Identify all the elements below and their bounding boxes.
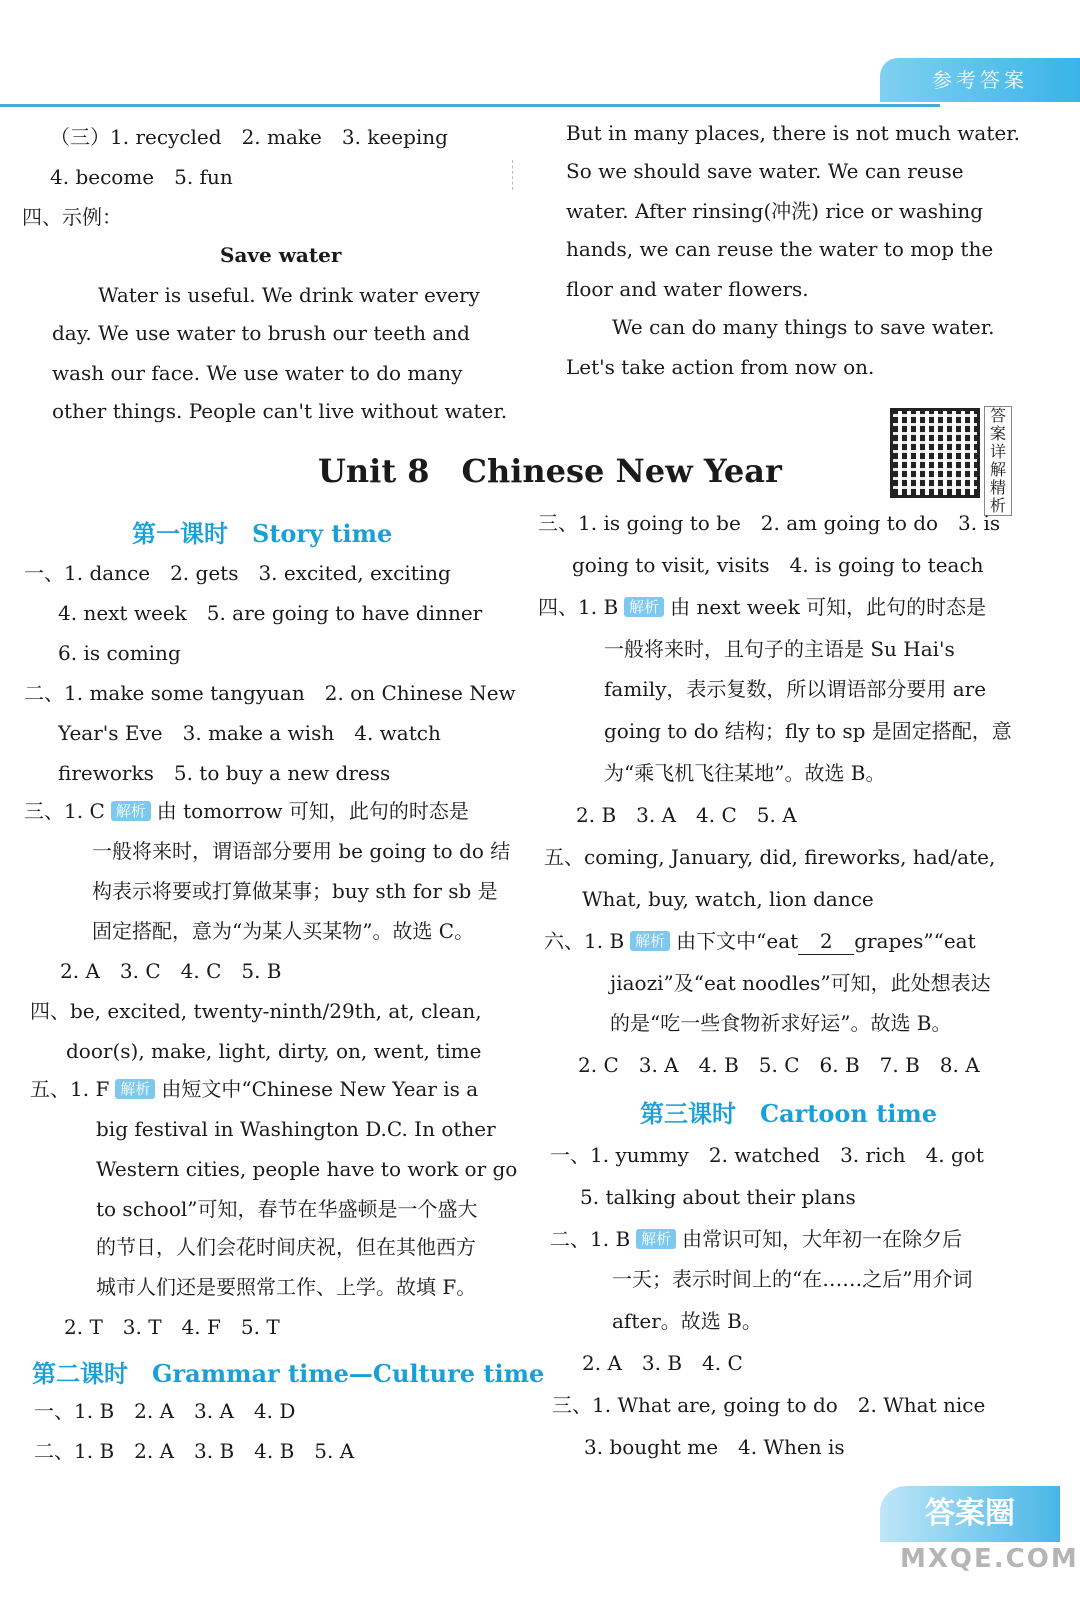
answer-line: 五、coming, January, did, fireworks, had/ate, xyxy=(544,845,996,869)
answer-line: going to do 结构；fly to sp 是固定搭配，意 xyxy=(604,719,1012,743)
answer-line: 的是“吃一些食物祈求好运”。故选 B。 xyxy=(610,1011,952,1035)
column-divider xyxy=(512,160,513,190)
essay-line: Let's take action from now on. xyxy=(566,355,875,379)
answer-line: 一、1. dance 2. gets 3. excited, exciting xyxy=(24,561,451,585)
lesson-heading: 第一课时 Story time xyxy=(132,519,393,548)
answer-line: 一天；表示时间上的“在……之后”用介词 xyxy=(612,1267,973,1291)
answer-line: 三、1. is going to be 2. am going to do 3. is xyxy=(538,511,1001,535)
answer-line: 2. A 3. C 4. C 5. B xyxy=(60,959,282,983)
answer-line: 一、1. B 2. A 3. A 4. D xyxy=(34,1399,296,1423)
answer-line: 一般将来时，且句子的主语是 Su Hai's xyxy=(604,637,955,661)
qr-label: 答案详解精析 xyxy=(984,406,1012,516)
answer-key-tab: 参考答案 xyxy=(880,58,1080,102)
answer-line: 5. talking about their plans xyxy=(580,1185,856,1209)
answer-line: 6. is coming xyxy=(58,641,181,665)
analysis-tag: 解析 xyxy=(630,931,670,951)
essay-line: water. After rinsing(冲洗) rice or washing xyxy=(566,199,984,223)
analysis-tag: 解析 xyxy=(636,1229,676,1249)
essay-line: hands, we can reuse the water to mop the xyxy=(566,237,994,261)
answer-line: 四、1. B 解析 由 next week 可知，此句的时态是 xyxy=(538,595,987,619)
answer-line: 4. next week 5. are going to have dinner xyxy=(58,601,483,625)
answer-line: 2. B 3. A 4. C 5. A xyxy=(576,803,797,827)
answer-line: 为“乘飞机飞往某地”。故选 B。 xyxy=(604,761,886,785)
answer-line: 城市人们还是要照常工作、上学。故填 F。 xyxy=(96,1275,477,1299)
answer-line: 的节日，人们会花时间庆祝，但在其他西方 xyxy=(96,1235,476,1259)
essay-line: other things. People can't live without water. xyxy=(52,399,508,423)
essay-line: But in many places, there is not much water. xyxy=(566,121,1020,145)
answer-line: Year's Eve 3. make a wish 4. watch xyxy=(58,721,441,745)
answer-line: 二、1. B 2. A 3. B 4. B 5. A xyxy=(34,1439,355,1463)
answer-line: Western cities, people have to work or go xyxy=(96,1157,518,1181)
answer-line: 三、1. What are, going to do 2. What nice xyxy=(552,1393,986,1417)
answer-line: What, buy, watch, lion dance xyxy=(582,887,874,911)
lesson-heading: 第三课时 Cartoon time xyxy=(640,1099,938,1128)
header-rule xyxy=(0,104,940,107)
answer-line: door(s), make, light, dirty, on, went, time xyxy=(66,1039,482,1063)
answer-line: 六、1. B 解析 由下文中“eat 2 grapes”“eat xyxy=(544,929,976,953)
section-heading: 四、示例： xyxy=(22,205,122,229)
watermark-url: MXQE.COM xyxy=(900,1544,1079,1574)
essay-line: floor and water flowers. xyxy=(566,277,809,301)
answer-line: 四、be, excited, twenty-ninth/29th, at, clean, xyxy=(30,999,482,1023)
answer-line: 五、1. F 解析 由短文中“Chinese New Year is a xyxy=(30,1077,479,1101)
answer-line: 构表示将要或打算做某事；buy sth for sb 是 xyxy=(92,879,498,903)
answer-line: 三、1. C 解析 由 tomorrow 可知，此句的时态是 xyxy=(24,799,469,823)
answer-line: 2. C 3. A 4. B 5. C 6. B 7. B 8. A xyxy=(578,1053,980,1077)
answer-line: to school”可知，春节在华盛顿是一个盛大 xyxy=(96,1197,478,1221)
answer-line: 3. bought me 4. When is xyxy=(584,1435,845,1459)
answer-line: after。故选 B。 xyxy=(612,1309,762,1333)
answer-line: 二、1. B 解析 由常识可知，大年初一在除夕后 xyxy=(550,1227,963,1251)
answer-line: 2. T 3. T 4. F 5. T xyxy=(64,1315,280,1339)
qr-code[interactable] xyxy=(890,408,980,498)
answer-line: （三）1. recycled 2. make 3. keeping xyxy=(50,125,448,149)
analysis-tag: 解析 xyxy=(115,1079,155,1099)
answer-line: family，表示复数，所以谓语部分要用 are xyxy=(604,677,987,701)
answer-line: fireworks 5. to buy a new dress xyxy=(58,761,391,785)
watermark-logo: 答案圈 xyxy=(880,1486,1060,1542)
answer-line: 一般将来时，谓语部分要用 be going to do 结 xyxy=(92,839,511,863)
essay-title: Save water xyxy=(220,243,342,267)
essay-line: day. We use water to brush our teeth and xyxy=(52,321,470,345)
answer-line: 2. A 3. B 4. C xyxy=(582,1351,743,1375)
answer-line: big festival in Washington D.C. In other xyxy=(96,1117,496,1141)
answer-line: going to visit, visits 4. is going to teach xyxy=(572,553,984,577)
lesson-heading: 第二课时 Grammar time—Culture time xyxy=(32,1359,545,1388)
essay-line: wash our face. We use water to do many xyxy=(52,361,463,385)
answer-line: 二、1. make some tangyuan 2. on Chinese New xyxy=(24,681,516,705)
essay-line: We can do many things to save water. xyxy=(612,315,995,339)
answer-line: 一、1. yummy 2. watched 3. rich 4. got xyxy=(550,1143,984,1167)
essay-line: Water is useful. We drink water every xyxy=(98,283,480,307)
analysis-tag: 解析 xyxy=(624,597,664,617)
blank-answer: 2 xyxy=(798,928,854,955)
essay-line: So we should save water. We can reuse xyxy=(566,159,964,183)
unit-title: Unit 8 Chinese New Year xyxy=(318,452,782,490)
analysis-tag: 解析 xyxy=(111,801,151,821)
answer-line: 固定搭配，意为“为某人买某物”。故选 C。 xyxy=(92,919,475,943)
answer-line: 4. become 5. fun xyxy=(50,165,233,189)
answer-line: jiaozi”及“eat noodles”可知，此处想表达 xyxy=(610,971,991,995)
